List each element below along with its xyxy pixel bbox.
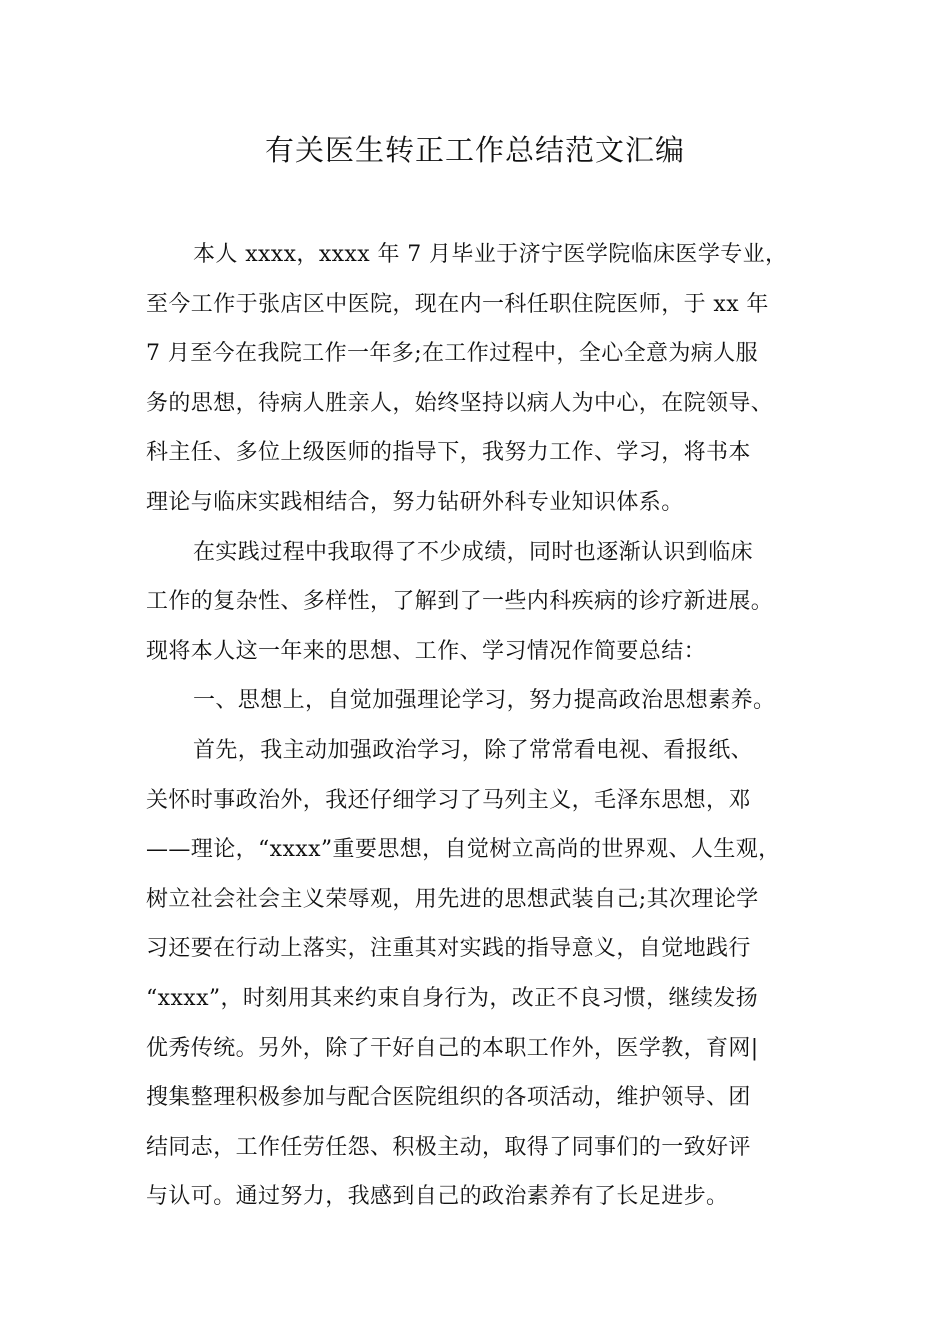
- body-line: 本人 xxxx，xxxx 年 7 月毕业于济宁医学院临床医学专业，: [193, 242, 788, 267]
- document-body: [146, 230, 816, 1222]
- body-line: 搜集整理积极参加与配合医院组织的各项活动，维护领导、团: [146, 1085, 751, 1111]
- body-line: 首先，我主动加强政治学习，除了常常看电视、看报纸、: [193, 737, 754, 763]
- body-line: 优秀传统。另外，除了干好自己的本职工作外，医学教，育网|: [146, 1035, 759, 1061]
- body-line: “xxxx”，时刻用其来约束自身行为，改正不良习惯，继续发扬: [146, 985, 759, 1011]
- body-line: 与认可。通过努力，我感到自己的政治素养有了长足进步。: [146, 1184, 729, 1210]
- body-line: 科主任、多位上级医师的指导下，我努力工作、学习，将书本: [146, 440, 751, 466]
- body-line: ——理论，“xxxx”重要思想，自觉树立高尚的世界观、人生观，: [146, 837, 781, 863]
- body-line: 现将本人这一年来的思想、工作、学习情况作简要总结：: [146, 638, 707, 664]
- body-line: 7 月至今在我院工作一年多;在工作过程中，全心全意为病人服: [146, 341, 759, 367]
- body-line: 务的思想，待病人胜亲人，始终坚持以病人为中心，在院领导、: [146, 390, 774, 416]
- body-line: 工作的复杂性、多样性，了解到了一些内科疾病的诊疗新进展。: [146, 589, 774, 615]
- body-line: 关怀时事政治外，我还仔细学习了马列主义，毛泽东思想，邓: [146, 787, 751, 813]
- body-line: 在实践过程中我取得了不少成绩，同时也逐渐认识到临床: [193, 539, 754, 565]
- body-line: 理论与临床实践相结合，努力钻研外科专业知识体系。: [146, 489, 684, 515]
- section-heading: 一、思想上，自觉加强理论学习，努力提高政治思想素养。: [193, 688, 776, 714]
- body-line: 习还要在行动上落实，注重其对实践的指导意义，自觉地践行: [146, 936, 751, 962]
- document-title: 有关医生转正工作总结范文汇编: [264, 133, 685, 167]
- body-line: 树立社会社会主义荣辱观，用先进的思想武装自己;其次理论学: [146, 886, 759, 912]
- body-line: 至今工作于张店区中医院，现在内一科任职住院医师，于 xx 年: [146, 291, 769, 317]
- body-line: 结同志，工作任劳任怨、积极主动，取得了同事们的一致好评: [146, 1134, 751, 1160]
